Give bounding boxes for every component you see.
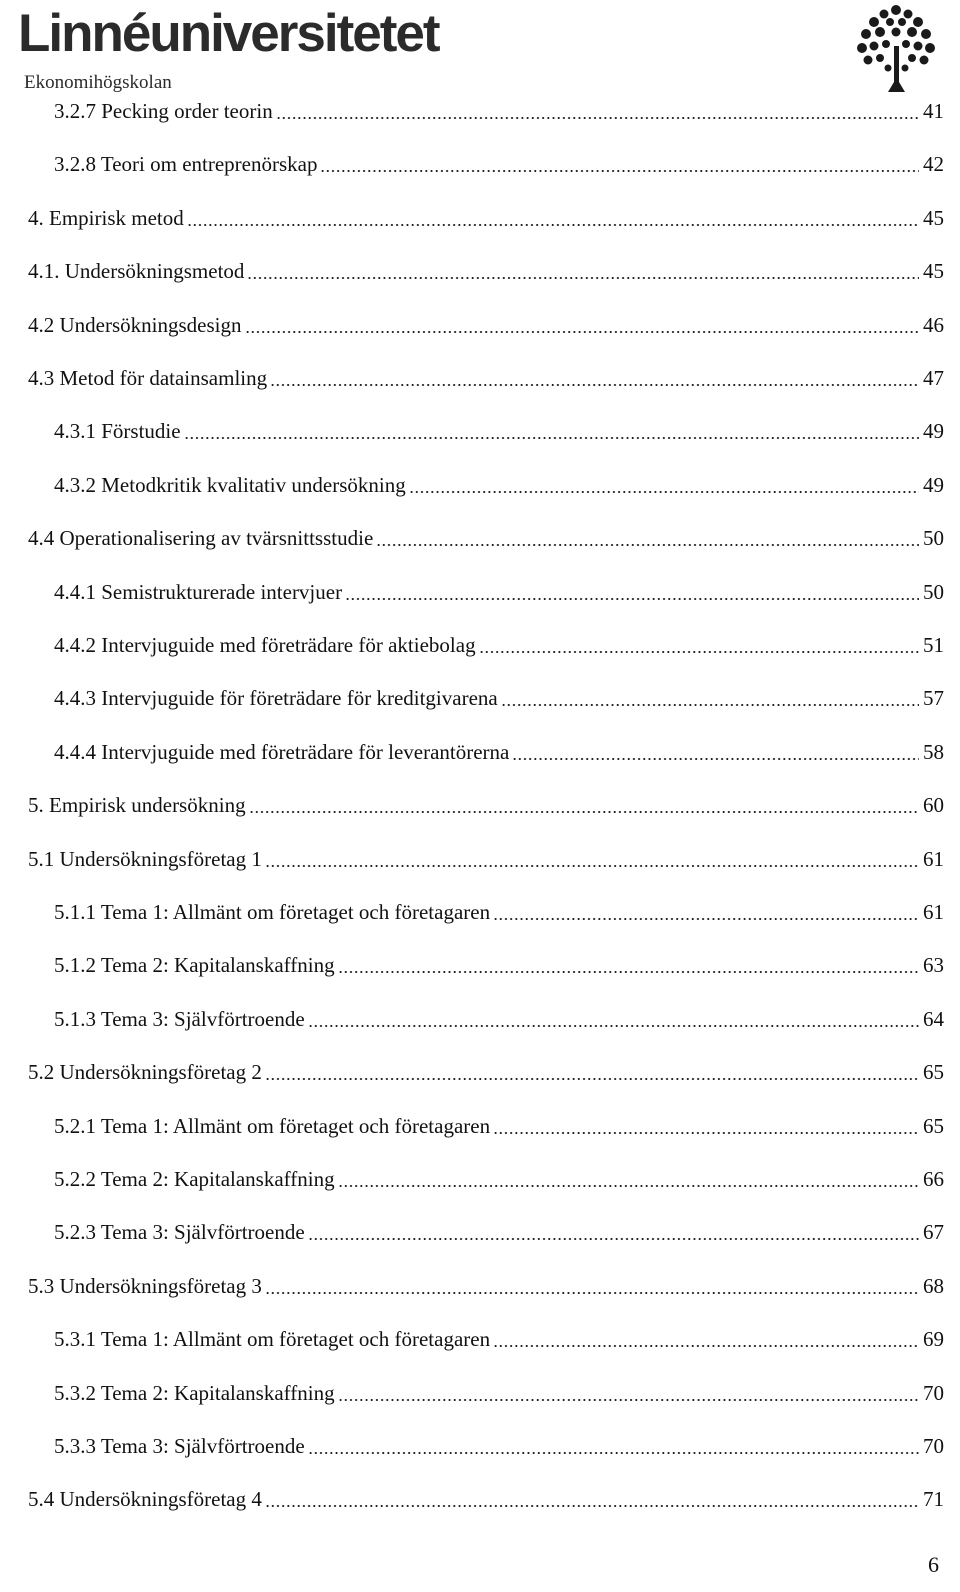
toc-entry-title: 5.2.2 Tema 2: Kapitalanskaffning [54, 1167, 335, 1191]
toc-entry-title: 5.1.1 Tema 1: Allmänt om företaget och företagaren [54, 900, 491, 924]
toc-entry[interactable] [54, 577, 944, 607]
toc-dot-leader [376, 525, 919, 547]
toc-entry-page: 46 [923, 312, 944, 337]
toc-entry-page: 51 [923, 633, 944, 657]
toc-entry-page: 64 [923, 1006, 944, 1031]
toc-entry-page: 50 [923, 579, 944, 604]
toc-entry-page: 61 [923, 846, 944, 871]
toc-dot-leader [249, 792, 919, 814]
toc-entry[interactable] [54, 737, 944, 767]
toc-entry-title: 5.3.3 Tema 3: Självförtroende [54, 1434, 305, 1458]
toc-entry[interactable] [28, 1271, 944, 1301]
toc-entry-page: 71 [923, 1487, 944, 1512]
toc-dot-leader [338, 1380, 919, 1402]
toc-dot-leader [512, 739, 919, 761]
toc-entry-title: 5.1 Undersökningsföretag 1 [28, 846, 262, 871]
toc-entry-page: 45 [923, 259, 944, 284]
university-logo-text: Linnéuniversitetet [18, 4, 439, 63]
toc-entry[interactable] [28, 790, 944, 820]
toc-entry-page: 50 [923, 526, 944, 551]
toc-dot-leader [345, 579, 919, 601]
toc-entry-page: 63 [923, 953, 944, 978]
toc-entry[interactable] [54, 1324, 944, 1354]
toc-entry-title: 3.2.7 Pecking order teorin [54, 99, 273, 123]
toc-entry-title: 5.1.3 Tema 3: Självförtroende [54, 1006, 305, 1031]
toc-dot-leader [320, 151, 919, 173]
toc-entry[interactable] [54, 470, 944, 500]
toc-entry[interactable] [54, 1378, 944, 1408]
toc-dot-leader [184, 418, 919, 440]
toc-dot-leader [493, 899, 919, 921]
toc-dot-leader [270, 365, 919, 387]
toc-entry-title: 4.4 Operationalisering av tvärsnittsstudie [28, 526, 374, 551]
toc-entry-page: 49 [923, 419, 944, 444]
toc-entry-page: 66 [923, 1167, 944, 1191]
toc-entry-title: 4.4.3 Intervjuguide för företrädare för kreditgivarena [54, 686, 498, 711]
toc-entry-title: 4.4.4 Intervjuguide med företrädare för leverantörerna [54, 739, 510, 764]
toc-entry-page: 69 [923, 1327, 944, 1352]
toc-entry-title: 5.2.1 Tema 1: Allmänt om företaget och företagaren [54, 1113, 491, 1138]
toc-dot-leader [245, 312, 920, 334]
toc-entry-title: 5.2.3 Tema 3: Självförtroende [54, 1220, 305, 1245]
toc-entry-title: 5. Empirisk undersökning [28, 793, 246, 818]
toc-entry-page: 58 [923, 739, 944, 764]
toc-entry-title: 5.3.2 Tema 2: Kapitalanskaffning [54, 1380, 335, 1405]
toc-entry[interactable] [54, 630, 944, 660]
toc-entry[interactable] [54, 897, 944, 927]
toc-entry-title: 5.3.1 Tema 1: Allmänt om företaget och företagaren [54, 1327, 491, 1352]
tree-logo-icon [850, 2, 942, 94]
toc-entry-page: 70 [923, 1434, 944, 1458]
toc-dot-leader [338, 952, 919, 974]
toc-entry-title: 4. Empirisk metod [28, 205, 184, 230]
toc-dot-leader [187, 205, 919, 227]
page-number: 6 [928, 1552, 939, 1577]
toc-entry-title: 4.4.1 Semistrukturerade intervjuer [54, 579, 343, 604]
toc-entry[interactable] [54, 683, 944, 713]
toc-entry-title: 4.2 Undersökningsdesign [28, 312, 242, 337]
toc-dot-leader [265, 846, 919, 868]
toc-entry[interactable] [54, 1431, 944, 1461]
toc-entry-page: 60 [923, 793, 944, 818]
toc-dot-leader [265, 1059, 919, 1081]
toc-entry-title: 3.2.8 Teori om entreprenörskap [54, 152, 318, 177]
toc-dot-leader [501, 685, 919, 707]
toc-entry[interactable] [28, 1484, 944, 1514]
toc-entry[interactable] [54, 1164, 944, 1194]
toc-dot-leader [493, 1326, 919, 1348]
toc-entry[interactable] [54, 1004, 944, 1034]
toc-dot-leader [493, 1113, 919, 1135]
toc-entry-title: 4.3.1 Förstudie [54, 419, 181, 444]
toc-entry-page: 70 [923, 1380, 944, 1405]
toc-entry-page: 45 [923, 205, 944, 230]
school-name: Ekonomihögskolan [24, 72, 172, 93]
toc-entry-page: 47 [923, 366, 944, 390]
toc-entry-page: 61 [923, 900, 944, 924]
toc-entry[interactable] [54, 950, 944, 980]
toc-entry[interactable] [28, 256, 944, 286]
toc-dot-leader [308, 1219, 919, 1241]
toc-dot-leader [265, 1273, 919, 1295]
toc-dot-leader [409, 472, 919, 494]
toc-dot-leader [308, 1006, 919, 1028]
toc-entry-title: 4.4.2 Intervjuguide med företrädare för aktiebolag [54, 633, 476, 657]
toc-entry[interactable] [28, 363, 944, 393]
toc-entry[interactable] [28, 203, 944, 233]
toc-entry-page: 42 [923, 152, 944, 177]
toc-entry-page: 41 [923, 99, 944, 123]
toc-entry-title: 5.1.2 Tema 2: Kapitalanskaffning [54, 953, 335, 978]
toc-entry[interactable] [54, 1111, 944, 1141]
toc-entry-page: 65 [923, 1060, 944, 1085]
toc-entry-title: 4.3.2 Metodkritik kvalitativ undersökning [54, 472, 406, 497]
toc-entry[interactable] [28, 1057, 944, 1087]
toc-dot-leader [276, 98, 919, 120]
toc-entry-title: 5.3 Undersökningsföretag 3 [28, 1273, 262, 1298]
toc-dot-leader [265, 1486, 919, 1508]
toc-entry[interactable] [28, 310, 944, 340]
toc-entry[interactable] [28, 523, 944, 553]
toc-dot-leader [308, 1433, 919, 1455]
toc-entry-title: 4.1. Undersökningsmetod [28, 259, 245, 284]
toc-entry-page: 67 [923, 1220, 944, 1245]
toc-dot-leader [338, 1166, 919, 1188]
toc-entry-title: 5.2 Undersökningsföretag 2 [28, 1060, 262, 1085]
toc-dot-leader [247, 258, 919, 280]
toc-entry[interactable] [54, 1217, 944, 1247]
toc-entry[interactable] [28, 844, 944, 874]
toc-entry[interactable] [54, 96, 944, 126]
toc-entry-title: 4.3 Metod för datainsamling [28, 366, 268, 390]
toc-entry[interactable] [54, 416, 944, 446]
toc-entry-page: 68 [923, 1273, 944, 1298]
document-header [0, 0, 960, 96]
toc-dot-leader [479, 632, 919, 654]
toc-entry-page: 65 [923, 1113, 944, 1138]
toc-entry-page: 49 [923, 472, 944, 497]
toc-entry[interactable] [54, 149, 944, 179]
toc-entry-page: 57 [923, 686, 944, 711]
toc-entry-title: 5.4 Undersökningsföretag 4 [28, 1487, 262, 1512]
